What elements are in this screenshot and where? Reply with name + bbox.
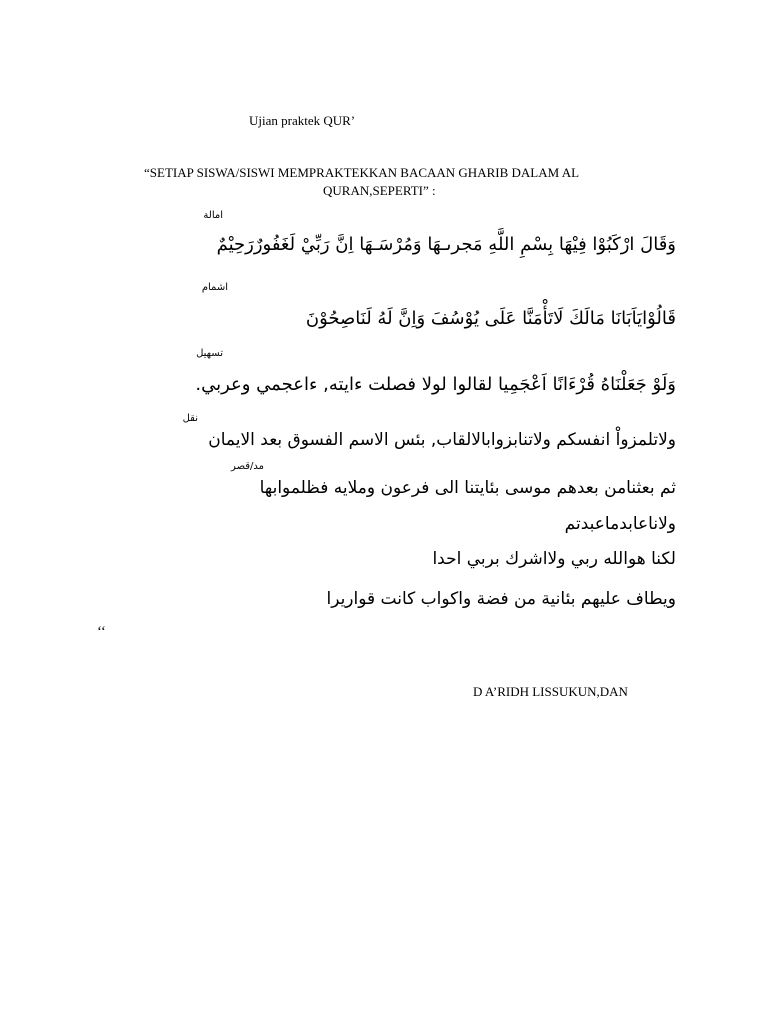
verse-imalah: وَقَالَ ارْكَبُوْا فِيْهَا بِسْمِ اللَّهِ مَجرىـهَا وَمُرْسَـهَا اِنَّ رَبِّيْ لَغَفُورٌرَحِيْمٌ (216, 234, 676, 255)
section-label-mad-qashr: مد/قصر (231, 461, 264, 472)
section-label-imalah: امالة (203, 210, 223, 221)
verse-mad-qashr: ثم بعثنامن بعدهم موسى بئايتنا الى فرعون وملايه فظلموابها (259, 478, 676, 498)
closing-quote: ‘‘ (97, 624, 106, 640)
section-label-naql: نقل (182, 413, 198, 424)
section-label-isymam: اشمام (201, 282, 228, 293)
extra-verse-line: ويطاف عليهم بئانية من فضة واكواب كانت قواريرا (326, 589, 676, 609)
document-title: Ujian praktek QUR’ (249, 113, 356, 128)
verse-isymam: قَالُوْايَاَبَانَا مَالَكَ لَاتَأْمَنَّا عَلَى يُوْسُفَ وَاِنَّ لَهُ لَنَاصِحُوْنَ (305, 308, 676, 329)
verse-naql: ولاتلمزواْ انفسكم ولاتنابزوابالالقاب, بئس الاسم الفسوق بعد الايمان (208, 430, 676, 450)
extra-verse-line: لكنا هوالله ربي ولااشرك بربي احدا (432, 549, 676, 569)
extra-verse-line: ولاناعابدماعبدتم (564, 514, 676, 534)
instruction-line-2: QURAN,SEPERTI” : (323, 183, 436, 198)
footer-text: D A’RIDH LISSUKUN,DAN (473, 684, 628, 699)
instruction-line-1: “SETIAP SISWA/SISWI MEMPRAKTEKKAN BACAAN GHARIB DALAM AL (144, 165, 580, 180)
verse-tashil: وَلَوْ جَعَلْنَاهُ قُرْءَانًا اَعْجَمِيا لقالوا لولا فصلت ءايته, ءاعجمي وعربي. (195, 374, 676, 395)
section-label-tashil: تسهيل (196, 348, 223, 359)
